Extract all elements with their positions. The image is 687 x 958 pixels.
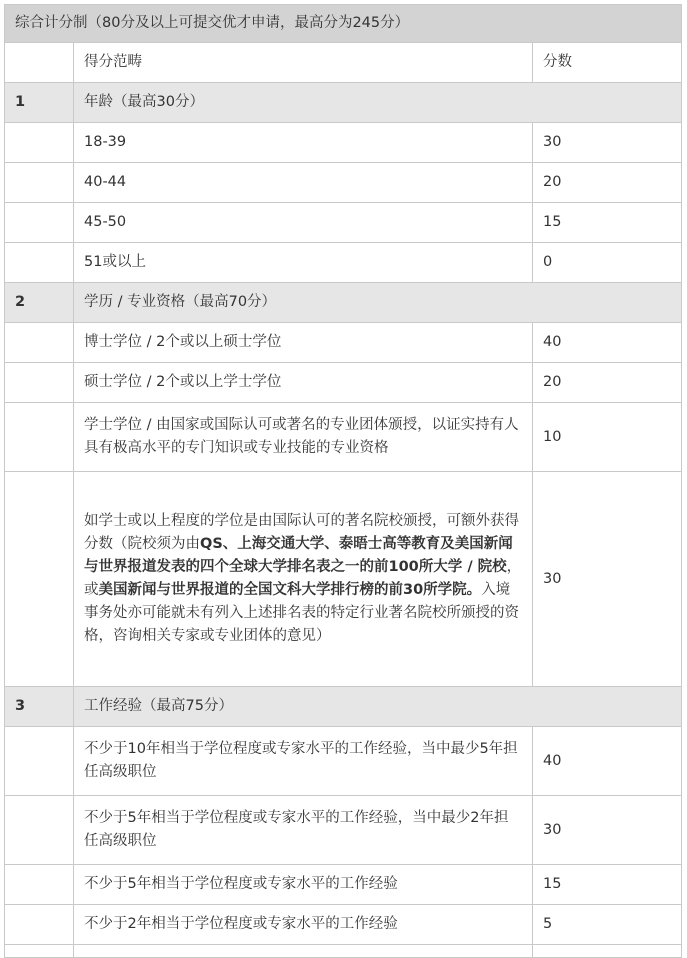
row-criterion: 不少于5年相当于学位程度或专家水平的工作经验，当中最少2年担任高级职位 [74,796,533,865]
row-points: 0 [533,243,682,283]
criterion-text-part: 如学士或以上程度的学位是由国际认可的著名院校颁授，可额外获得分数（院校须为由 [84,513,519,552]
section-label: 工作经验（最高75分） [74,687,682,727]
section-row [5,283,682,323]
table-row [5,796,682,865]
criterion-text-part: ，或 [84,559,522,598]
table-row [5,472,682,687]
section-row [5,687,682,727]
header-blank [5,43,74,83]
table-title: 综合计分制（80分及以上可提交优才申请，最高分为245分） [5,5,682,43]
section-number: 2 [5,283,74,323]
row-blank [74,945,533,958]
row-points: 30 [533,472,682,687]
row-blank [5,472,74,687]
table-row [5,243,682,283]
row-points: 20 [533,163,682,203]
row-blank [5,203,74,243]
row-blank [5,905,74,945]
points-table [4,4,682,958]
row-blank [5,243,74,283]
section-number: 1 [5,83,74,123]
table-title-row [5,5,682,43]
row-blank [5,163,74,203]
row-blank [5,796,74,865]
criterion-bold-part: QS、上海交通大学、泰晤士高等教育及美国新闻与世界报道发表的四个全球大学排名表之一的前100所大学 / 院校 [84,536,513,575]
section-number: 3 [5,687,74,727]
row-points: 15 [533,865,682,905]
row-blank [5,727,74,796]
row-points: 30 [533,796,682,865]
table-row [5,905,682,945]
table-row [5,203,682,243]
row-criterion: 硕士学位 / 2个或以上学士学位 [74,363,533,403]
table-row [5,323,682,363]
row-criterion: 学士学位 / 由国家或国际认可或著名的专业团体颁授，以证实持有人具有极高水平的专门知识或专业技能的专业资格 [74,403,533,472]
row-criterion: 不少于5年相当于学位程度或专家水平的工作经验 [74,865,533,905]
section-row [5,83,682,123]
row-blank [5,323,74,363]
row-points: 40 [533,727,682,796]
row-criterion: 51或以上 [74,243,533,283]
row-criterion: 40-44 [74,163,533,203]
row-criterion: 博士学位 / 2个或以上硕士学位 [74,323,533,363]
row-blank [5,363,74,403]
row-points: 15 [533,203,682,243]
table-row [5,163,682,203]
table-row [5,727,682,796]
column-header-row [5,43,682,83]
criterion-bold-part: 美国新闻与世界报道的全国文科大学排行榜的前30所学院。 [98,582,482,598]
header-category: 得分范畴 [74,43,533,83]
table-row-cutoff [5,945,682,958]
table-row [5,363,682,403]
row-points: 30 [533,123,682,163]
row-blank [5,123,74,163]
row-points: 10 [533,403,682,472]
row-points: 5 [533,905,682,945]
row-criterion: 45-50 [74,203,533,243]
table-row [5,865,682,905]
row-blank [5,403,74,472]
row-blank [5,945,74,958]
section-label: 年龄（最高30分） [74,83,682,123]
row-criterion-rich [74,472,533,687]
row-criterion: 不少于2年相当于学位程度或专家水平的工作经验 [74,905,533,945]
criterion-text-part: 入境事务处亦可能就未有列入上述排名表的特定行业著名院校所颁授的资格，咨询相关专家或专业团体的意见） [84,582,519,644]
row-points: 40 [533,323,682,363]
row-criterion: 不少于10年相当于学位程度或专家水平的工作经验，当中最少5年担任高级职位 [74,727,533,796]
row-criterion: 18-39 [74,123,533,163]
table-row [5,403,682,472]
row-points: 20 [533,363,682,403]
row-blank [533,945,682,958]
row-blank [5,865,74,905]
table-row [5,123,682,163]
header-points: 分数 [533,43,682,83]
section-label: 学历 / 专业资格（最高70分） [74,283,682,323]
